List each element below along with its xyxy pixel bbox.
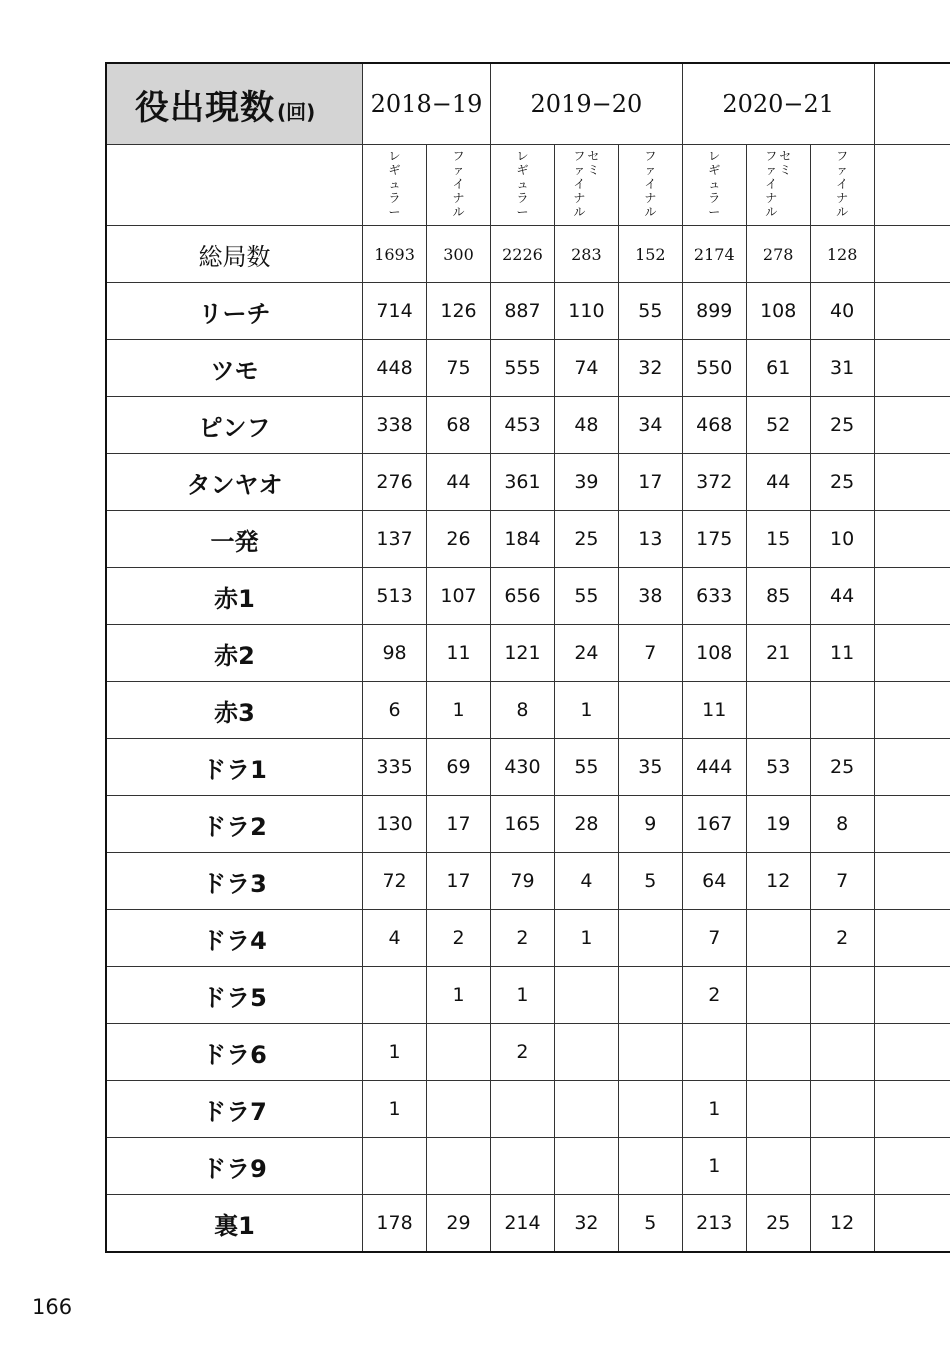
table-cell: 17 — [427, 853, 491, 910]
phase-header-text: フ ァ イ ナ ル — [573, 149, 586, 219]
table-cell: 899 — [682, 283, 746, 340]
table-cell: 52 — [746, 397, 810, 454]
table-row — [106, 340, 950, 397]
table-cell: 2226 — [491, 226, 555, 283]
table-cell: 55 — [554, 568, 618, 625]
row-label: ドラ7 — [106, 1081, 363, 1138]
table-cell: 98 — [363, 625, 427, 682]
table-cell: 110 — [554, 283, 618, 340]
table-row — [106, 1138, 950, 1195]
table-cell: 28 — [554, 796, 618, 853]
row-label: ピンフ — [106, 397, 363, 454]
table-cell: 165 — [491, 796, 555, 853]
table-cell — [618, 910, 682, 967]
table-cell — [618, 682, 682, 739]
table-cell: 17 — [618, 454, 682, 511]
table-cell: 137 — [363, 511, 427, 568]
table-row — [106, 511, 950, 568]
cut-off-column-cell — [874, 340, 950, 397]
table-cell — [746, 1081, 810, 1138]
table-cell — [554, 1138, 618, 1195]
row-label: ドラ4 — [106, 910, 363, 967]
table-cell: 513 — [363, 568, 427, 625]
cut-off-column-cell — [874, 397, 950, 454]
table-cell: 1 — [682, 1081, 746, 1138]
table-cell: 11 — [810, 625, 874, 682]
table-cell: 44 — [810, 568, 874, 625]
season-header-row — [106, 63, 950, 145]
table-row — [106, 283, 950, 340]
table-row — [106, 739, 950, 796]
phase-header-text: フ ァ イ ナ ル — [452, 149, 465, 219]
table-cell: 1 — [427, 682, 491, 739]
table-cell: 68 — [427, 397, 491, 454]
table-cell: 1 — [491, 967, 555, 1024]
table-row — [106, 397, 950, 454]
table-cell: 48 — [554, 397, 618, 454]
table-cell — [746, 967, 810, 1024]
table-cell: 5 — [618, 1195, 682, 1253]
table-cell: 2 — [682, 967, 746, 1024]
row-label: ドラ2 — [106, 796, 363, 853]
cut-off-column-cell — [874, 1138, 950, 1195]
table-cell: 64 — [682, 853, 746, 910]
phase-header-text: フ ァ イ ナ ル — [836, 149, 849, 219]
phase-header-text: フ ァ イ ナ ル — [765, 149, 778, 219]
table-cell: 29 — [427, 1195, 491, 1253]
table-cell: 1 — [554, 910, 618, 967]
row-label: 赤3 — [106, 682, 363, 739]
table-row — [106, 796, 950, 853]
table-cell: 6 — [363, 682, 427, 739]
table-cell: 126 — [427, 283, 491, 340]
cut-off-column-cell — [874, 682, 950, 739]
table-cell: 130 — [363, 796, 427, 853]
table-cell: 108 — [682, 625, 746, 682]
season-2019-20: 2019−20 — [491, 63, 683, 145]
table-cell: 11 — [682, 682, 746, 739]
table-cell: 75 — [427, 340, 491, 397]
page-number: 166 — [32, 1295, 73, 1319]
table-cell: 430 — [491, 739, 555, 796]
table-row — [106, 853, 950, 910]
table-cell: 276 — [363, 454, 427, 511]
cut-off-column-cell — [874, 454, 950, 511]
table-cell: 121 — [491, 625, 555, 682]
season-2020-21: 2020−21 — [682, 63, 874, 145]
phase-header-text: レ ギ ュ ラ ー — [516, 149, 529, 219]
table-cell: 32 — [618, 340, 682, 397]
table-cell: 1 — [427, 967, 491, 1024]
season-2018-19: 2018−19 — [363, 63, 491, 145]
cut-off-column-cell — [874, 511, 950, 568]
table-cell: 184 — [491, 511, 555, 568]
table-cell: 278 — [746, 226, 810, 283]
table-cell: 13 — [618, 511, 682, 568]
table-cell: 2 — [810, 910, 874, 967]
table-row — [106, 910, 950, 967]
cut-off-column-cell — [874, 145, 950, 226]
table-cell — [810, 1024, 874, 1081]
table-cell: 26 — [427, 511, 491, 568]
table-cell: 40 — [810, 283, 874, 340]
row-label: タンヤオ — [106, 454, 363, 511]
table-body — [106, 63, 950, 1252]
table-cell: 2 — [491, 910, 555, 967]
table-cell: 361 — [491, 454, 555, 511]
table-cell: 214 — [491, 1195, 555, 1253]
table-cell: 32 — [554, 1195, 618, 1253]
table-cell: 25 — [554, 511, 618, 568]
row-label: 一発 — [106, 511, 363, 568]
table-cell: 338 — [363, 397, 427, 454]
phase-header — [491, 145, 555, 226]
table-cell — [554, 967, 618, 1024]
row-label: ドラ3 — [106, 853, 363, 910]
cut-off-column-cell — [874, 1024, 950, 1081]
table-cell — [810, 1081, 874, 1138]
table-cell — [810, 682, 874, 739]
table-row — [106, 625, 950, 682]
table-cell: 2 — [491, 1024, 555, 1081]
table-cell: 21 — [746, 625, 810, 682]
row-label: 総局数 — [106, 226, 363, 283]
table-row — [106, 1195, 950, 1253]
table-cell: 69 — [427, 739, 491, 796]
phase-header-row — [106, 145, 950, 226]
table-cell: 555 — [491, 340, 555, 397]
table-cell: 44 — [746, 454, 810, 511]
cut-off-column-cell — [874, 796, 950, 853]
table-cell: 656 — [491, 568, 555, 625]
table-cell: 39 — [554, 454, 618, 511]
table-cell: 5 — [618, 853, 682, 910]
phase-header — [363, 145, 427, 226]
table-cell: 633 — [682, 568, 746, 625]
table-cell: 178 — [363, 1195, 427, 1253]
phase-header — [746, 145, 810, 226]
blank-corner-cell — [106, 145, 363, 226]
table-cell: 128 — [810, 226, 874, 283]
table-cell: 25 — [810, 397, 874, 454]
table-cell — [427, 1081, 491, 1138]
table-cell — [746, 1138, 810, 1195]
table-cell: 79 — [491, 853, 555, 910]
table-row — [106, 454, 950, 511]
cut-off-column-cell — [874, 226, 950, 283]
table-cell: 85 — [746, 568, 810, 625]
row-label: 裏1 — [106, 1195, 363, 1253]
table-cell: 12 — [746, 853, 810, 910]
table-cell: 4 — [554, 853, 618, 910]
table-cell: 468 — [682, 397, 746, 454]
table-cell: 25 — [746, 1195, 810, 1253]
table-cell — [810, 1138, 874, 1195]
table-cell: 44 — [427, 454, 491, 511]
phase-header-text: セ ミ — [587, 149, 600, 177]
table-row — [106, 1024, 950, 1081]
phase-header-text: セ ミ — [779, 149, 792, 177]
table-cell — [618, 1138, 682, 1195]
table-cell: 53 — [746, 739, 810, 796]
table-cell: 24 — [554, 625, 618, 682]
table-row — [106, 682, 950, 739]
table-cell: 1 — [363, 1024, 427, 1081]
cut-off-column-header — [874, 63, 950, 145]
cut-off-column-cell — [874, 739, 950, 796]
phase-header — [682, 145, 746, 226]
table-cell — [746, 910, 810, 967]
table-cell: 61 — [746, 340, 810, 397]
table-cell: 8 — [491, 682, 555, 739]
table-cell: 15 — [746, 511, 810, 568]
phase-header — [554, 145, 618, 226]
table-cell: 714 — [363, 283, 427, 340]
table-cell — [618, 967, 682, 1024]
phase-header-text: フ ァ イ ナ ル — [644, 149, 657, 219]
table-cell: 444 — [682, 739, 746, 796]
table-cell — [746, 1024, 810, 1081]
table-cell: 19 — [746, 796, 810, 853]
table-cell: 25 — [810, 739, 874, 796]
cut-off-column-cell — [874, 910, 950, 967]
phase-header — [618, 145, 682, 226]
table-cell — [682, 1024, 746, 1081]
table-cell — [363, 1138, 427, 1195]
table-cell: 1 — [363, 1081, 427, 1138]
table-title-cell — [106, 63, 363, 145]
table-row — [106, 568, 950, 625]
table-cell: 74 — [554, 340, 618, 397]
table-cell: 448 — [363, 340, 427, 397]
table-cell — [618, 1024, 682, 1081]
phase-header — [427, 145, 491, 226]
table-cell: 31 — [810, 340, 874, 397]
row-label: 赤2 — [106, 625, 363, 682]
table-cell: 7 — [810, 853, 874, 910]
table-cell: 372 — [682, 454, 746, 511]
table-cell: 175 — [682, 511, 746, 568]
row-label: ツモ — [106, 340, 363, 397]
cut-off-column-cell — [874, 1081, 950, 1138]
table-cell: 34 — [618, 397, 682, 454]
table-cell: 1693 — [363, 226, 427, 283]
table-cell — [491, 1138, 555, 1195]
table-cell — [554, 1024, 618, 1081]
cut-off-column-cell — [874, 1195, 950, 1253]
table-cell — [746, 682, 810, 739]
table-cell: 213 — [682, 1195, 746, 1253]
row-label: ドラ9 — [106, 1138, 363, 1195]
table-cell: 1 — [682, 1138, 746, 1195]
table-title: 役出現数 — [135, 87, 275, 128]
row-label: ドラ6 — [106, 1024, 363, 1081]
table-cell — [427, 1024, 491, 1081]
cut-off-column-cell — [874, 853, 950, 910]
table-cell: 12 — [810, 1195, 874, 1253]
cut-off-column-cell — [874, 967, 950, 1024]
table-cell: 55 — [554, 739, 618, 796]
table-cell: 38 — [618, 568, 682, 625]
phase-header-text: レ ギ ュ ラ ー — [388, 149, 401, 219]
table-cell: 107 — [427, 568, 491, 625]
table-cell — [491, 1081, 555, 1138]
table-cell: 72 — [363, 853, 427, 910]
table-cell: 167 — [682, 796, 746, 853]
row-label: ドラ5 — [106, 967, 363, 1024]
table-cell: 4 — [363, 910, 427, 967]
table-cell: 550 — [682, 340, 746, 397]
phase-header-text: レ ギ ュ ラ ー — [708, 149, 721, 219]
table-cell: 108 — [746, 283, 810, 340]
table-row — [106, 1081, 950, 1138]
cut-off-column-cell — [874, 568, 950, 625]
table-cell: 152 — [618, 226, 682, 283]
table-cell: 17 — [427, 796, 491, 853]
table-cell: 7 — [618, 625, 682, 682]
table-cell: 2 — [427, 910, 491, 967]
table-cell: 1 — [554, 682, 618, 739]
table-cell: 283 — [554, 226, 618, 283]
table-cell — [618, 1081, 682, 1138]
table-cell: 7 — [682, 910, 746, 967]
table-cell: 335 — [363, 739, 427, 796]
table-row — [106, 967, 950, 1024]
table-cell: 887 — [491, 283, 555, 340]
phase-header — [810, 145, 874, 226]
table-cell: 10 — [810, 511, 874, 568]
row-label: ドラ1 — [106, 739, 363, 796]
table-cell: 8 — [810, 796, 874, 853]
table-cell — [363, 967, 427, 1024]
table-cell: 35 — [618, 739, 682, 796]
table-cell: 453 — [491, 397, 555, 454]
table-cell: 300 — [427, 226, 491, 283]
table-cell: 55 — [618, 283, 682, 340]
row-label: リーチ — [106, 283, 363, 340]
table-unit: (回) — [277, 99, 316, 124]
cut-off-column-cell — [874, 283, 950, 340]
table-cell: 25 — [810, 454, 874, 511]
table-cell: 11 — [427, 625, 491, 682]
table-cell — [427, 1138, 491, 1195]
cut-off-column-cell — [874, 625, 950, 682]
table-cell — [554, 1081, 618, 1138]
table-cell: 9 — [618, 796, 682, 853]
table-row — [106, 226, 950, 283]
table-cell: 2174 — [682, 226, 746, 283]
table-cell — [810, 967, 874, 1024]
stats-table — [105, 62, 950, 1253]
row-label: 赤1 — [106, 568, 363, 625]
